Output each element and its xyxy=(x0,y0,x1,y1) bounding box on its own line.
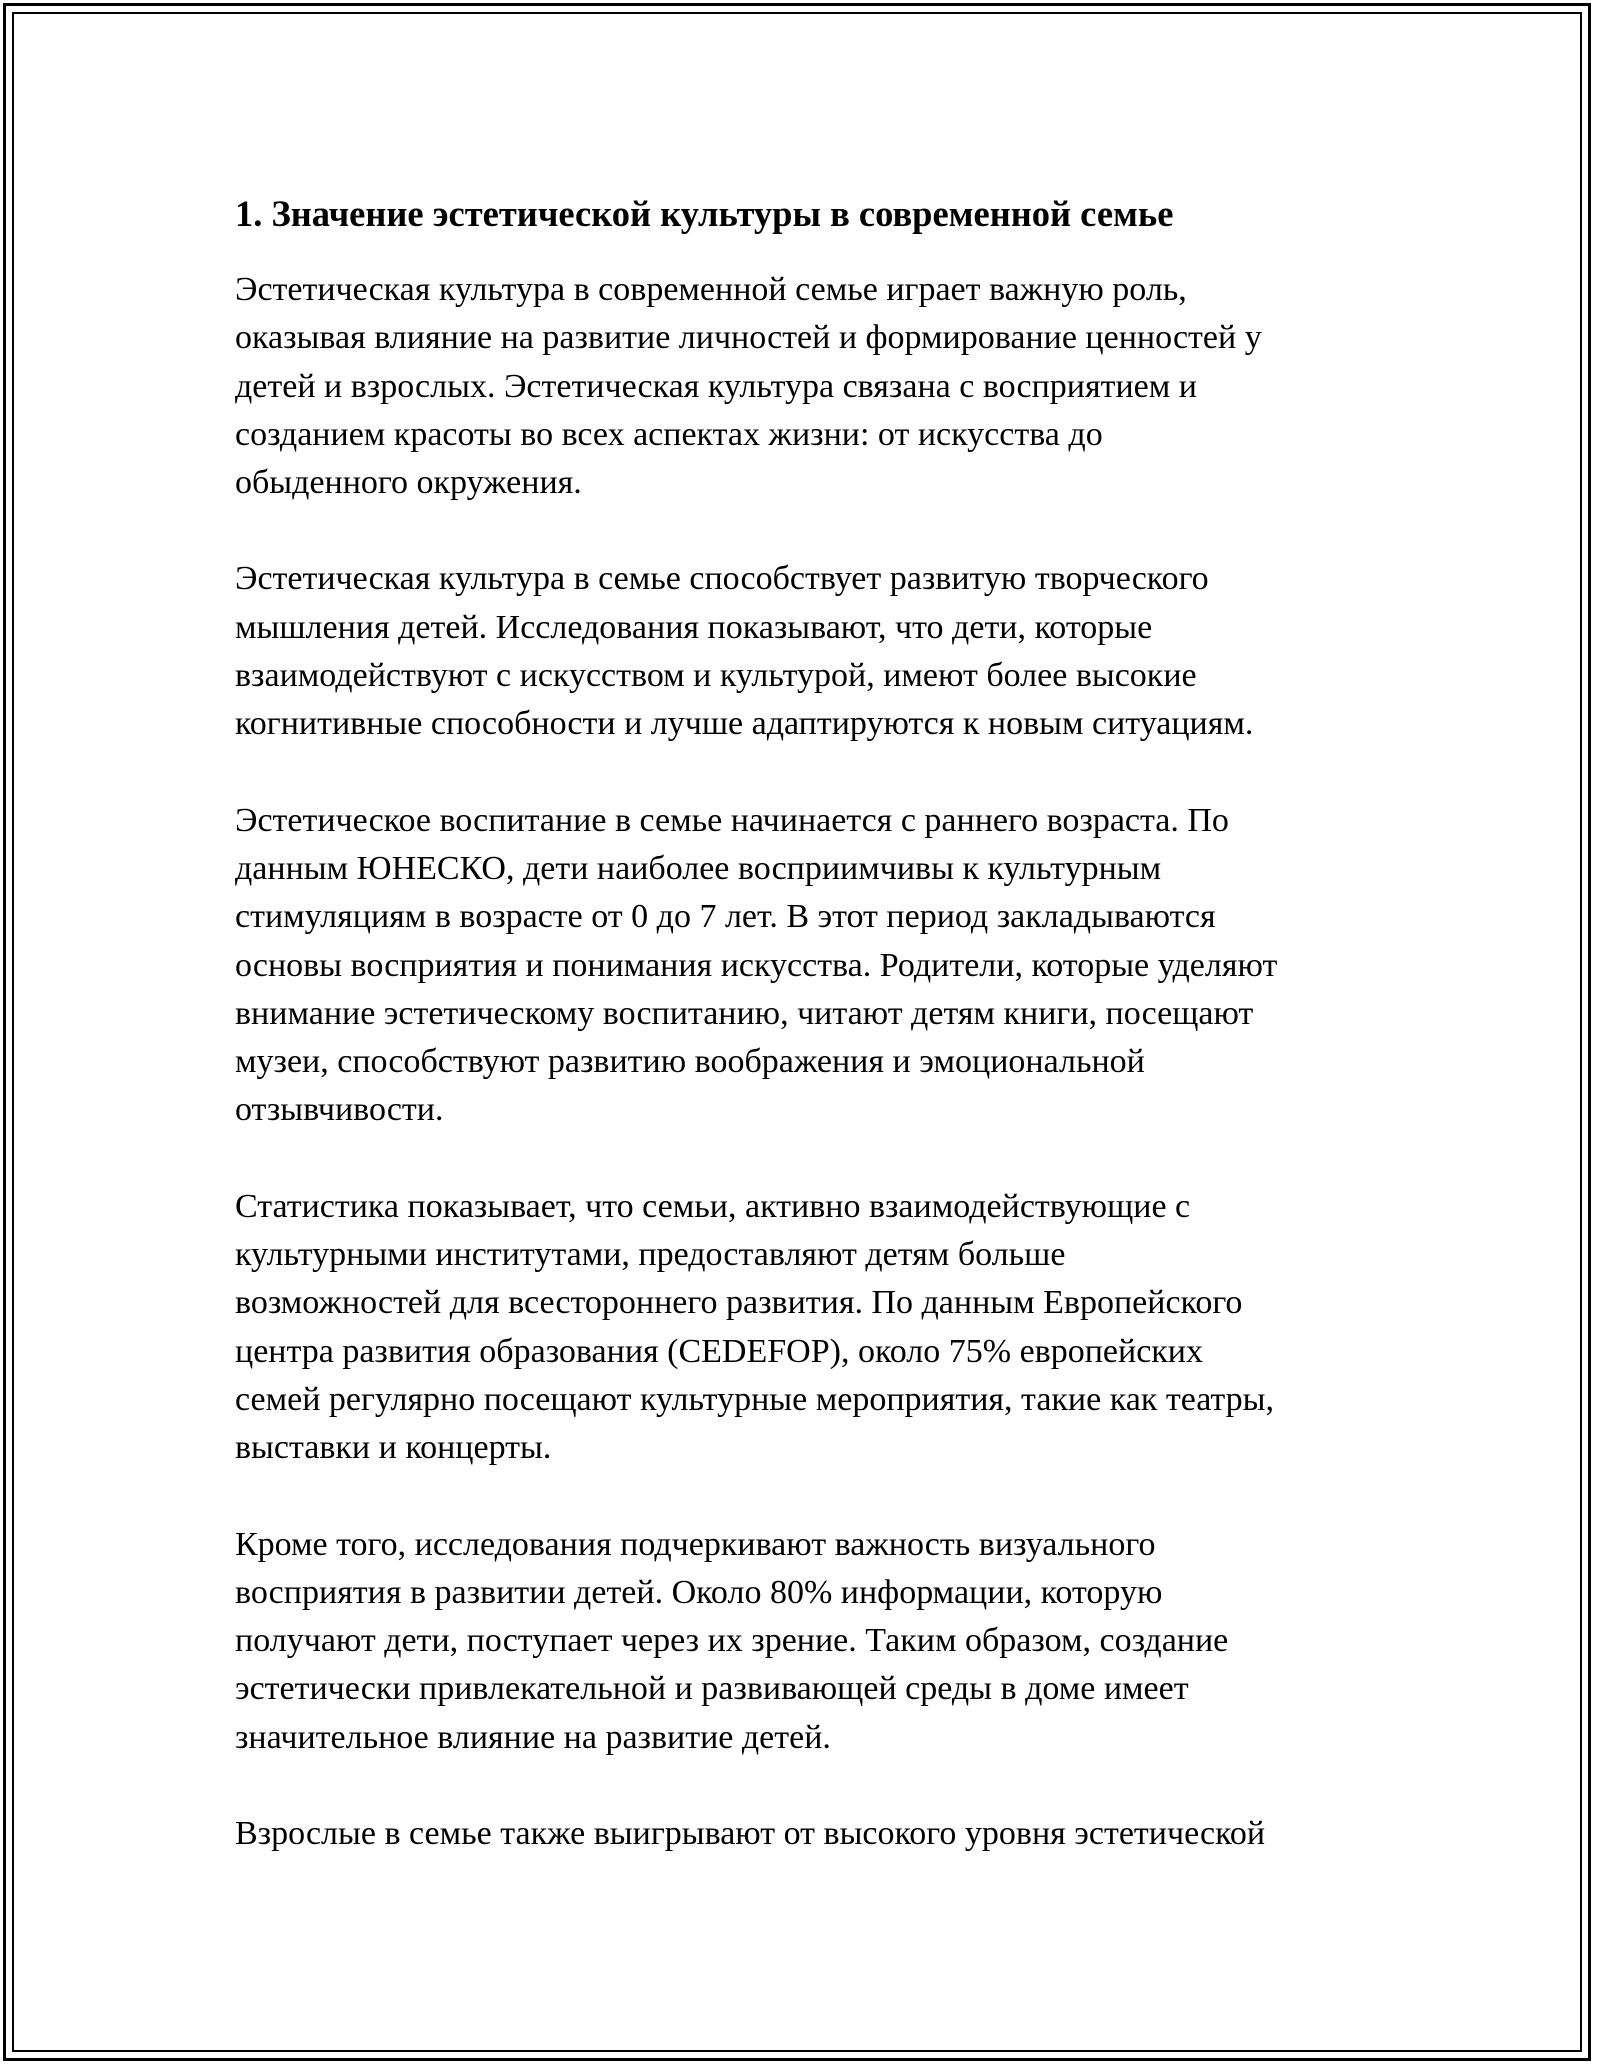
text-line: отзывчивости. xyxy=(235,1091,444,1129)
text-line: основы восприятия и понимания искусства. Родители, которые уделяют xyxy=(235,946,1278,984)
text-line: обыденного окружения. xyxy=(235,464,582,502)
text-line: Взрослые в семье также выигрывают от высокого уровня эстетической xyxy=(235,1815,1266,1853)
text-line: Эстетическое воспитание в семье начинается с раннего возраста. По xyxy=(235,801,1229,839)
text-line: Эстетическая культура в современной семье играет важную роль, xyxy=(235,271,1187,308)
text-line: детей и взрослых. Эстетическая культура связана с восприятием и xyxy=(235,367,1197,405)
text-line: семей регулярно посещают культурные мероприятия, такие как театры, xyxy=(235,1380,1275,1418)
paragraph-1 xyxy=(235,266,1395,507)
text-line: когнитивные способности и лучше адаптируются к новым ситуациям. xyxy=(235,705,1254,743)
text-line: мышления детей. Исследования показывают, что дети, которые xyxy=(235,608,1153,646)
text-line: музеи, способствуют развитию воображения и эмоциональной xyxy=(235,1043,1145,1081)
text-line: оказывая влияние на развитие личностей и формирование ценностей у xyxy=(235,319,1262,357)
text-line: значительное влияние на развитие детей. xyxy=(235,1718,831,1756)
text-line: созданием красоты во всех аспектах жизни: от искусства до xyxy=(235,415,1103,453)
text-line: Эстетическая культура в семье способствует развитую творческого xyxy=(235,560,1209,598)
document-body xyxy=(235,184,1395,1906)
text-line: возможностей для всестороннего развития. По данным Европейского xyxy=(235,1284,1243,1322)
text-line: восприятия в развитии детей. Около 80% информации, которую xyxy=(235,1573,1163,1611)
text-line: данным ЮНЕСКО, дети наиболее восприимчивы к культурным xyxy=(235,849,1162,887)
text-line: Статистика показывает, что семьи, активно взаимодействующие с xyxy=(235,1187,1191,1225)
text-line: эстетически привлекательной и развивающей среды в доме имеет xyxy=(235,1670,1189,1708)
text-line: культурными институтами, предоставляют детям больше xyxy=(235,1236,1066,1274)
text-line: Кроме того, исследования подчеркивают важность визуального xyxy=(235,1525,1156,1563)
paragraph-6 xyxy=(235,1810,1395,1858)
paragraph-3 xyxy=(235,797,1395,1135)
section-heading: 1. Значение эстетической культуры в современной семье xyxy=(235,193,1174,234)
text-line: взаимодействуют с искусством и культурой, имеют более высокие xyxy=(235,657,1197,695)
text-line: стимуляциям в возрасте от 0 до 7 лет. В этот период закладываются xyxy=(235,898,1216,936)
text-line: центра развития образования (CEDEFOP), около 75% европейских xyxy=(235,1332,1204,1370)
text-line: выставки и концерты. xyxy=(235,1429,552,1467)
paragraph-2 xyxy=(235,555,1395,748)
text-line: внимание эстетическому воспитанию, читают детям книги, посещают xyxy=(235,994,1254,1032)
paragraph-4 xyxy=(235,1183,1395,1473)
text-line: получают дети, поступает через их зрение. Таким образом, создание xyxy=(235,1622,1229,1660)
paragraph-5 xyxy=(235,1521,1395,1762)
